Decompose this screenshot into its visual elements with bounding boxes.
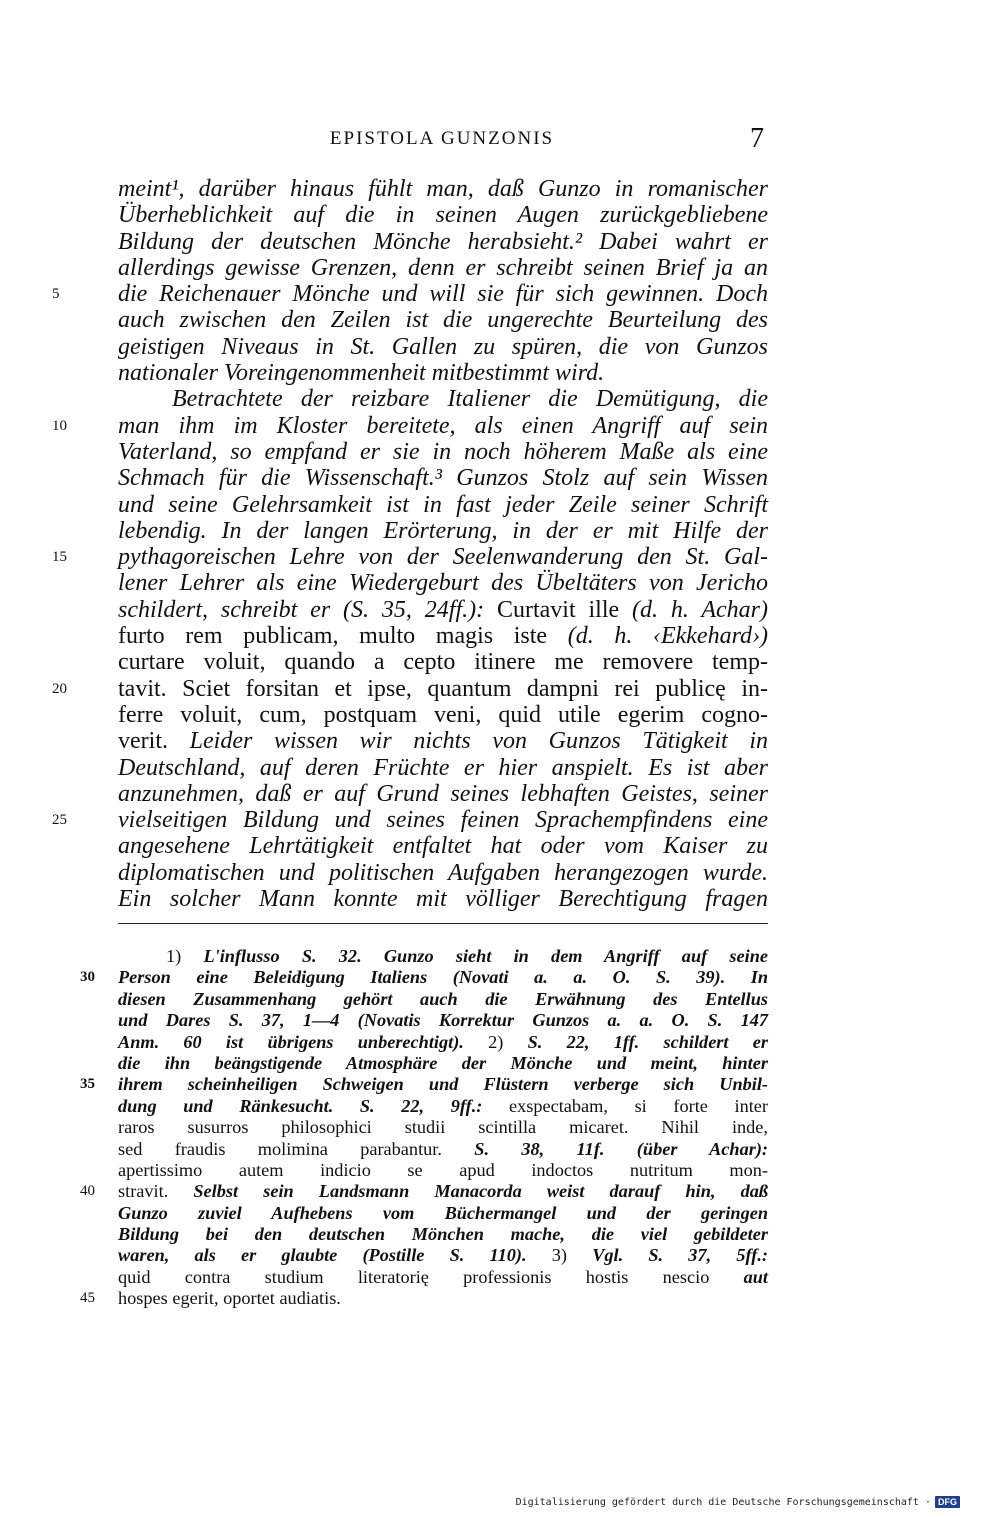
text-line	[52, 281, 768, 308]
footnote-line: apertissimo autem indicio se apud indoctos nutritum mon-	[118, 1159, 768, 1180]
text-line: diplomatischen und politischen Aufgaben herangezogen wurde.	[118, 859, 768, 886]
footnote-text: Selbst sein Landsmann Manacorda weist darauf hin, daß	[193, 1181, 768, 1202]
text-line: nationaler Voreingenommenheit mitbestimmt wird.	[118, 360, 605, 387]
latin-quote: exspectabam, si forte inter	[508, 1095, 768, 1116]
footnote-line: raros susurros philosophici studii scintilla micaret. Nihil inde,	[118, 1117, 768, 1138]
text-line: Ein solcher Mann konnte mit völliger Berechtigung fragen	[118, 886, 768, 913]
text-line: lebendig. In der langen Erörterung, in der er mit Hilfe der	[118, 517, 768, 544]
line-number: 30	[80, 969, 95, 986]
text-line: auch zwischen den Zeilen ist die ungerechte Beurteilung des	[118, 307, 768, 334]
text-content: vielseitigen Bildung und seines feinen Sprachempfindens eine	[118, 807, 768, 834]
footnote-text: Vgl. S. 37, 5ff.:	[592, 1245, 768, 1266]
footnote-text: Anm. 60 ist übrigens unberechtigt).	[118, 1031, 464, 1052]
footnotes	[80, 946, 768, 1310]
text-line: angesehene Lehrtätigkeit entfaltet hat oder vom Kaiser zu	[118, 833, 768, 860]
running-title: EPISTOLA GUNZONIS	[329, 128, 555, 149]
text-line	[52, 544, 768, 571]
footnote-text: ihrem scheinheiligen Schweigen und Flüstern verberge sich Unbil-	[118, 1074, 768, 1095]
text-content: (d. h. Achar)	[632, 596, 768, 623]
line-number: 45	[80, 1290, 95, 1307]
text-line: lener Lehrer als eine Wiedergeburt des Übeltäters von Jericho	[118, 570, 768, 597]
text-line	[118, 728, 768, 754]
page-number: 7	[750, 123, 764, 154]
text-line: Vaterland, so empfand er sie in noch höherem Maße als eine	[118, 438, 768, 465]
latin-quote: verit.	[118, 728, 168, 755]
text-line: curtare voluit, quando a cepto itinere me removere temp-	[118, 649, 768, 676]
text-line	[118, 623, 768, 649]
text-line	[52, 807, 768, 834]
footnote-line	[118, 1267, 768, 1288]
footnote-marker: 3)	[551, 1245, 568, 1266]
footnote-text: waren, als er glaubte (Postille S. 110).	[118, 1245, 527, 1266]
footnote-line	[80, 1288, 768, 1309]
credit-text: Digitalisierung gefördert durch die Deutsche Forschungsgemeinschaft ·	[515, 1496, 931, 1508]
text-line	[52, 412, 768, 439]
text-line: Deutschland, auf deren Früchte er hier anspielt. Es ist aber	[118, 754, 768, 781]
footnote-line: Bildung bei den deutschen Mönchen mache, die viel gebildeter	[118, 1224, 768, 1245]
footnote-line	[118, 1245, 768, 1266]
text-content: schildert, schreibt er (S. 35, 24ff.):	[118, 596, 485, 623]
footnote-text: S. 38, 11f. (über Achar):	[474, 1138, 768, 1159]
footnote-text: aut	[743, 1266, 768, 1287]
text-line: und seine Gelehrsamkeit ist in fast jeder Zeile seiner Schrift	[118, 491, 768, 518]
running-header	[118, 123, 766, 158]
dfg-logo: DFG	[935, 1496, 960, 1508]
latin-quote: furto rem publicam, multo magis iste	[118, 623, 548, 650]
line-number: 20	[52, 680, 67, 697]
text-content: man ihm im Kloster bereitete, als einen Angriff auf sein	[118, 412, 768, 439]
footnote-text: dung und Ränkesucht. S. 22, 9ff.:	[118, 1095, 483, 1116]
text-line	[52, 675, 768, 702]
footnote-text: L'influsso S. 32. Gunzo sieht in dem Angriff auf seine	[203, 946, 768, 966]
footnote-marker: 2)	[488, 1031, 504, 1052]
latin-quote: stravit.	[118, 1181, 169, 1202]
latin-quote: sed fraudis molimina parabantur.	[118, 1138, 442, 1159]
text-line: Schmach für die Wissenschaft.³ Gunzos Stolz auf sein Wissen	[118, 465, 768, 492]
footnote-line: Gunzo zuviel Aufhebens vom Büchermangel und der geringen	[118, 1202, 768, 1223]
text-line: geistigen Niveaus in St. Gallen zu spüren, die von Gunzos	[118, 333, 768, 360]
latin-quote: quid contra studium literatorię professionis hostis nescio	[118, 1266, 710, 1287]
line-number: 10	[52, 417, 67, 434]
digitization-credit	[516, 1496, 960, 1508]
footnote-marker: 1)	[166, 946, 182, 966]
footnote-line: diesen Zusammenhang gehört auch die Erwähnung des Entellus	[118, 988, 768, 1009]
footnote-line	[118, 1032, 768, 1053]
footnote-line	[118, 1096, 768, 1117]
line-number: 25	[52, 812, 67, 829]
text-line: allerdings gewisse Grenzen, denn er schreibt seinen Brief ja an	[118, 254, 768, 281]
text-line: ferre voluit, cum, postquam veni, quid utile egerim cogno-	[118, 701, 768, 728]
line-number: 15	[52, 549, 67, 566]
text-content: die Reichenauer Mönche und will sie für sich gewinnen. Doch	[118, 281, 768, 308]
footnote-line	[118, 1139, 768, 1160]
latin-quote: hospes egerit, oportet audiatis.	[118, 1288, 341, 1309]
line-number: 40	[80, 1183, 95, 1200]
line-number: 5	[52, 286, 60, 303]
latin-quote: Curtavit ille	[496, 596, 620, 623]
text-line	[118, 597, 768, 623]
text-line: Betrachtete der reizbare Italiener die Demütigung, die	[172, 386, 768, 413]
text-content: (d. h. ‹Ekkehard›)	[567, 623, 769, 650]
text-line: Überheblichkeit auf die in seinen Augen zurückgebliebene	[118, 202, 768, 229]
footnote-line: die ihn beängstigende Atmosphäre der Mönche und meint, hinter	[118, 1052, 768, 1073]
latin-quote: tavit. Sciet forsitan et ipse, quantum dampni rei publicę in-	[118, 675, 768, 702]
footnote-divider	[118, 923, 768, 924]
main-text	[52, 176, 769, 913]
footnote-line	[80, 1181, 768, 1202]
text-line: Bildung der deutschen Mönche herabsieht.² Dabei wahrt er	[118, 228, 768, 255]
footnote-text: S. 22, 1ff. schildert er	[527, 1031, 768, 1052]
footnote-line	[118, 946, 768, 967]
text-line: anzunehmen, daß er auf Grund seines lebhaften Geistes, seiner	[118, 780, 768, 807]
footnote-text: Person eine Beleidigung Italiens (Novati a. a. O. S. 39). In	[118, 967, 768, 988]
footnote-line: und Dares S. 37, 1—4 (Novatis Korrektur Gunzos a. a. O. S. 147	[118, 1010, 768, 1031]
text-content: Leider wissen wir nichts von Gunzos Tätigkeit in	[189, 728, 768, 755]
footnote-line	[80, 1074, 768, 1095]
footnote-line	[80, 967, 768, 988]
text-content: pythagoreischen Lehre von der Seelenwanderung den St. Gal-	[118, 544, 768, 571]
line-number: 35	[80, 1076, 95, 1093]
text-line: meint¹, darüber hinaus fühlt man, daß Gunzo in romanischer	[118, 176, 768, 202]
